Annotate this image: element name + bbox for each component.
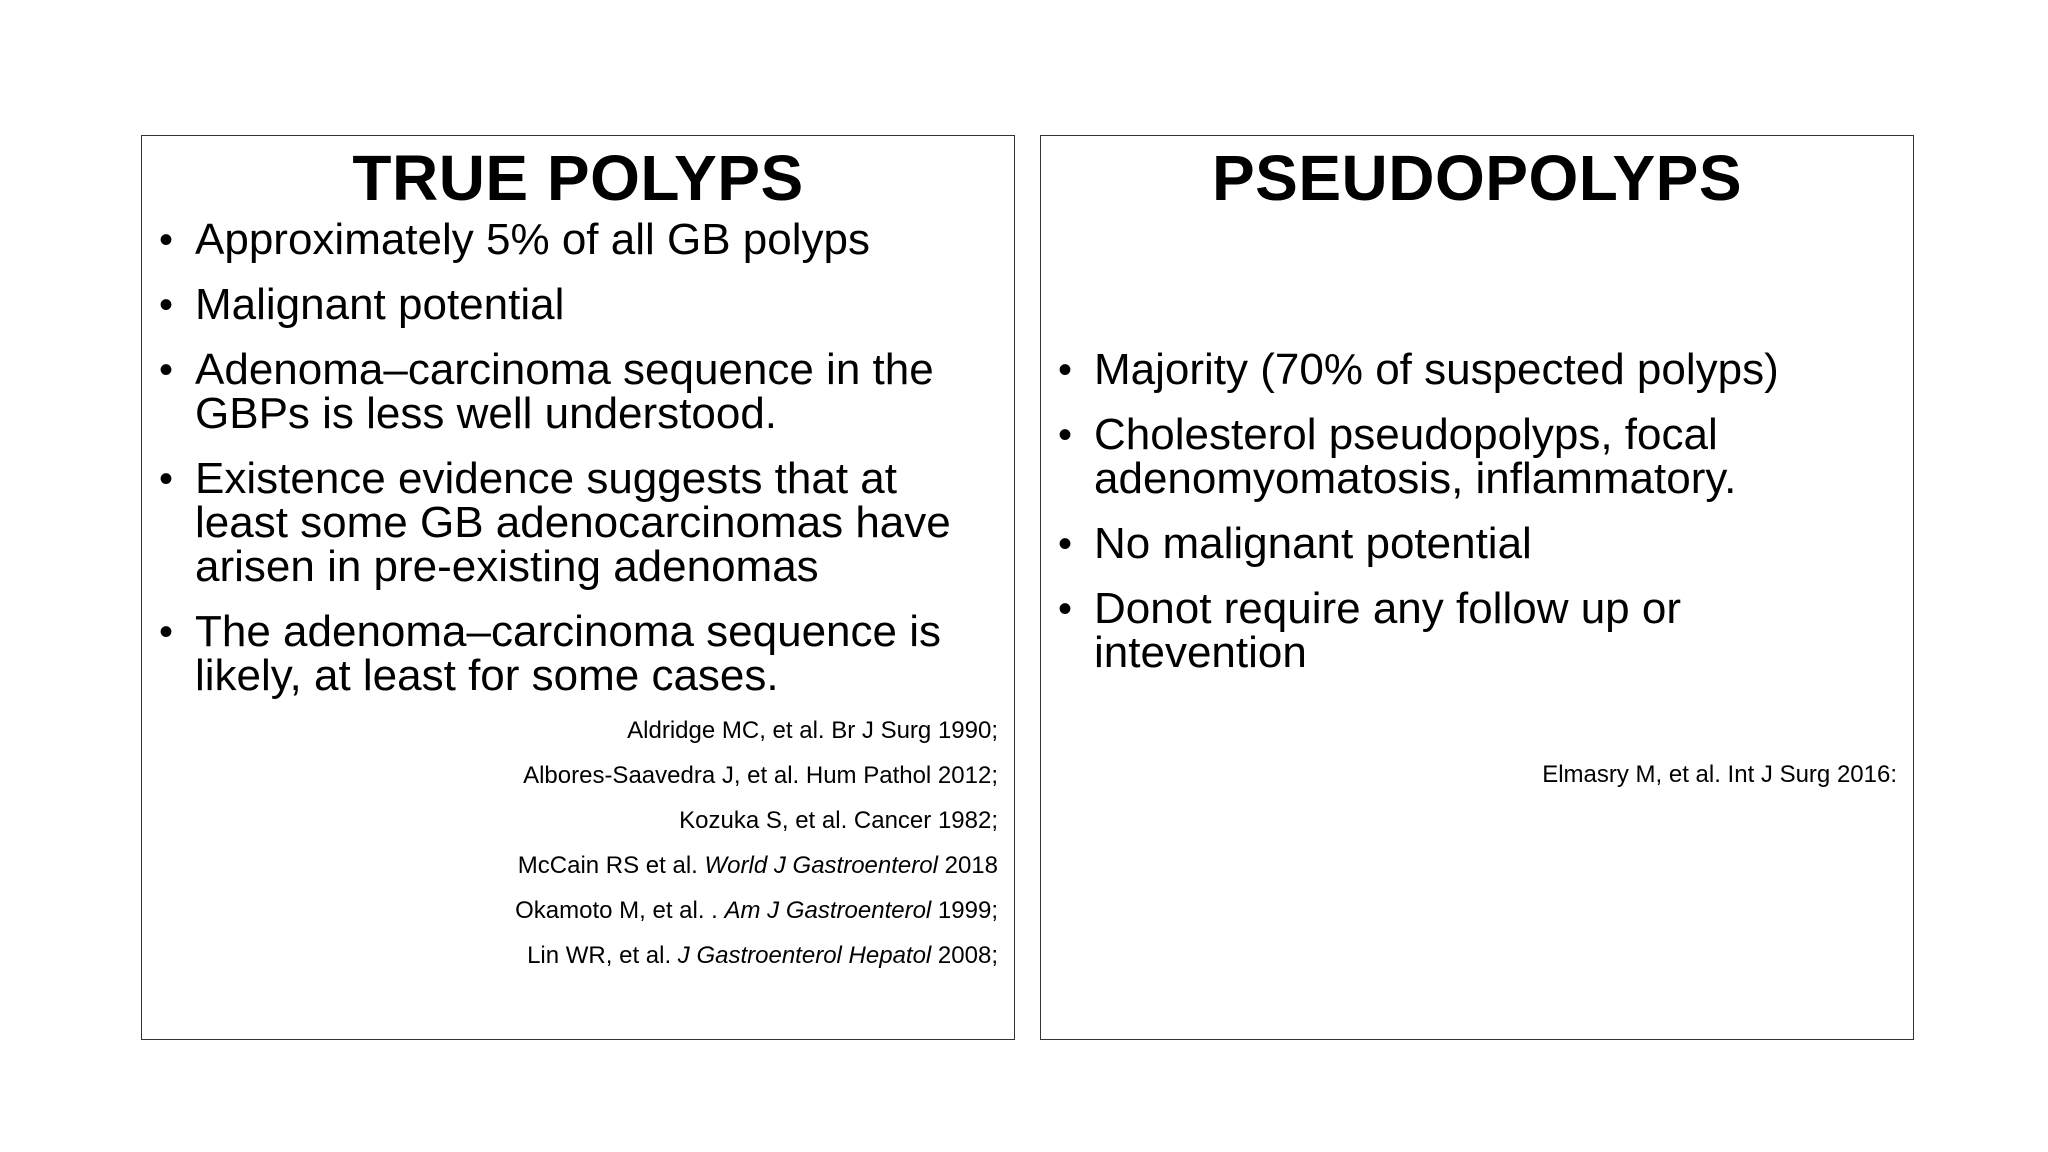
bullet-icon: • <box>159 283 174 327</box>
bullet-text: Malignant potential <box>195 280 565 329</box>
bullet-icon: • <box>1058 587 1073 631</box>
reference-text: Elmasry M, et al. Int J Surg 2016: <box>1542 761 1897 788</box>
reference-text: Kozuka S, et al. Cancer 1982; <box>679 807 998 834</box>
bullet-item <box>1055 519 1893 568</box>
bullet-text: Cholesterol pseudopolyps, focal adenomyomatosis, inflammatory. <box>1094 410 1737 503</box>
true-polyps-title: TRUE POLYPS <box>352 142 804 214</box>
bullet-text: No malignant potential <box>1094 519 1532 568</box>
bullet-text: Adenoma–carcinoma sequence in the GBPs is less well understood. <box>195 345 934 438</box>
reference-text: McCain RS et al. <box>517 852 705 879</box>
bullet-item <box>156 454 994 591</box>
true-polyps-panel <box>141 135 1015 1040</box>
bullet-icon: • <box>159 457 174 501</box>
reference-line <box>515 798 998 843</box>
reference-line <box>515 753 998 798</box>
bullet-item <box>156 345 994 438</box>
bullet-text: Approximately 5% of all GB polyps <box>195 215 870 264</box>
bullet-icon: • <box>1058 413 1073 457</box>
bullet-text: Existence evidence suggests that at least some GB adenocarcinomas have arisen in pre-existing adenomas <box>195 454 951 591</box>
bullet-item <box>1055 410 1893 503</box>
bullet-item <box>1055 345 1893 394</box>
pseudopolyps-references <box>1542 752 1897 797</box>
pseudopolyps-bullet-list <box>1055 345 1893 696</box>
reference-year: 2008; <box>931 942 998 969</box>
reference-text: Albores-Saavedra J, et al. Hum Pathol 2012; <box>523 762 998 789</box>
bullet-icon: • <box>1058 522 1073 566</box>
bullet-text: Donot require any follow up or intevention <box>1094 584 1681 677</box>
pseudopolyps-panel <box>1040 135 1914 1040</box>
reference-text: Okamoto M, et al. . <box>515 897 725 924</box>
bullet-item <box>156 280 994 329</box>
bullet-icon: • <box>159 348 174 392</box>
bullet-item <box>1055 584 1893 677</box>
true-polyps-references <box>515 708 998 978</box>
reference-line <box>515 888 998 933</box>
reference-journal: Am J Gastroenterol <box>724 897 932 924</box>
reference-line <box>1542 752 1897 797</box>
pseudopolyps-title: PSEUDOPOLYPS <box>1211 142 1743 214</box>
bullet-item <box>156 607 994 700</box>
reference-year: 2018 <box>937 852 998 879</box>
reference-line <box>515 933 998 978</box>
reference-year: 1999; <box>931 897 998 924</box>
bullet-item <box>156 215 994 264</box>
true-polyps-bullet-list <box>156 215 994 719</box>
bullet-icon: • <box>1058 348 1073 392</box>
bullet-icon: • <box>159 610 174 654</box>
bullet-text: Majority (70% of suspected polyps) <box>1094 345 1779 394</box>
reference-line <box>515 708 998 753</box>
reference-journal: J Gastroenterol Hepatol <box>677 942 932 969</box>
reference-line <box>515 843 998 888</box>
bullet-icon: • <box>159 218 174 262</box>
reference-text: Lin WR, et al. <box>527 942 678 969</box>
reference-journal: World J Gastroenterol <box>704 852 938 879</box>
bullet-text: The adenoma–carcinoma sequence is likely, at least for some cases. <box>195 607 942 700</box>
reference-text: Aldridge MC, et al. Br J Surg 1990; <box>627 717 998 744</box>
